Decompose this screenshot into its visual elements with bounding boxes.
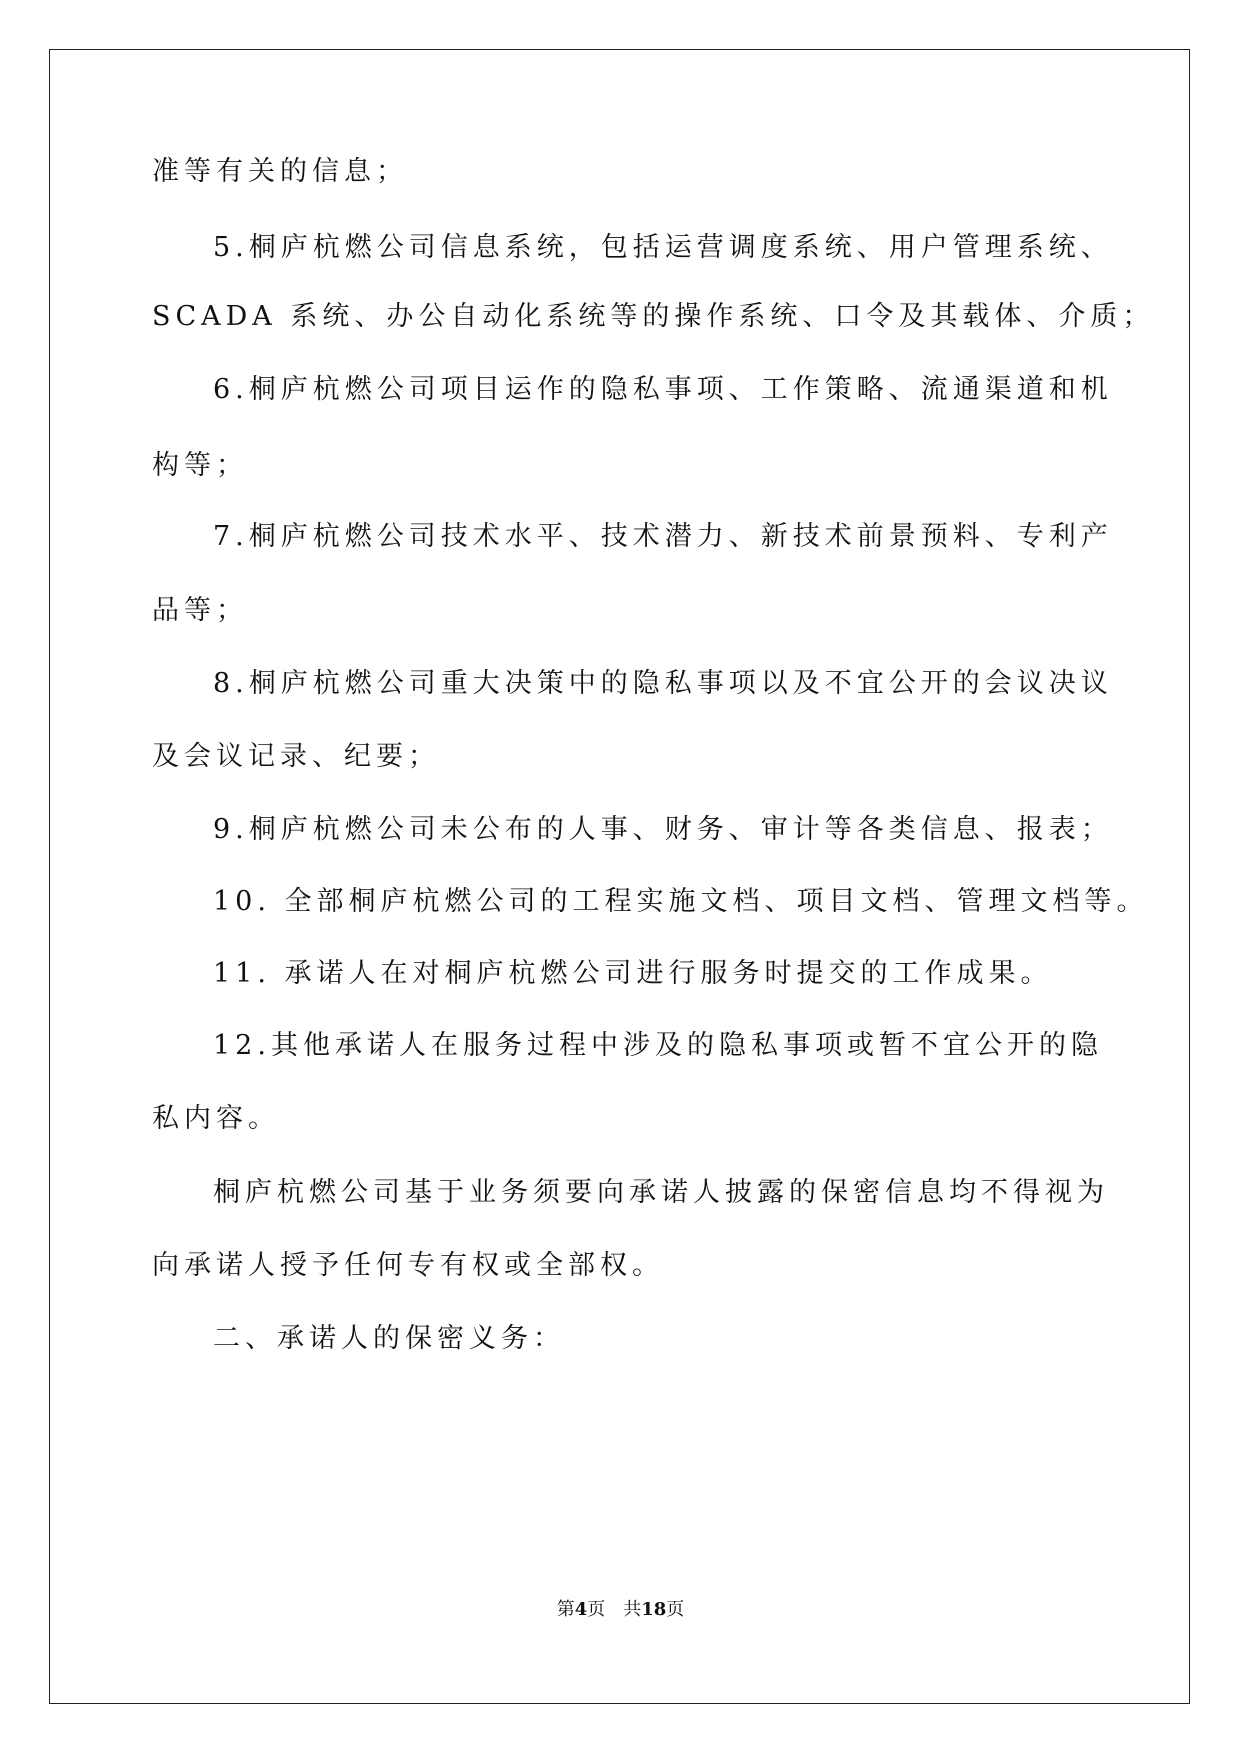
page-border (49, 49, 1190, 1704)
paragraph-item-11: 11. 承诺人在对桐庐杭燃公司进行服务时提交的工作成果。 (213, 958, 1053, 989)
paragraph-line: 私内容。 (152, 1103, 280, 1134)
footer-total-prefix: 共 (623, 1599, 642, 1620)
paragraph-item-5: 5.桐庐杭燃公司信息系统，包括运营调度系统、用户管理系统、 (213, 232, 1113, 263)
footer-page-suffix: 页 (587, 1599, 606, 1620)
paragraph-line: 品等； (152, 595, 248, 626)
paragraph-item-9: 9.桐庐杭燃公司未公布的人事、财务、审计等各类信息、报表； (213, 814, 1113, 845)
paragraph-line: SCADA 系统、办公自动化系统等的操作系统、口令及其载体、介质； (152, 301, 1155, 332)
section-heading: 二、承诺人的保密义务： (213, 1323, 565, 1354)
paragraph-item-7: 7.桐庐杭燃公司技术水平、技术潜力、新技术前景预料、专利产 (213, 521, 1113, 552)
footer-total-suffix: 页 (666, 1599, 685, 1620)
paragraph-line: 向承诺人授予任何专有权或全部权。 (152, 1250, 664, 1281)
paragraph-line: 及会议记录、纪要； (152, 741, 440, 772)
paragraph-item-8: 8.桐庐杭燃公司重大决策中的隐私事项以及不宜公开的会议决议 (213, 668, 1113, 699)
paragraph-disclosure: 桐庐杭燃公司基于业务须要向承诺人披露的保密信息均不得视为 (213, 1177, 1109, 1208)
footer-page-prefix: 第 (556, 1599, 575, 1620)
page-footer (0, 1598, 1241, 1622)
paragraph-item-12: 12.其他承诺人在服务过程中涉及的隐私事项或暂不宜公开的隐 (213, 1030, 1103, 1061)
footer-page-number: 4 (574, 1599, 588, 1620)
paragraph-line: 准等有关的信息； (152, 156, 408, 187)
paragraph-line: 构等； (152, 450, 248, 481)
paragraph-item-6: 6.桐庐杭燃公司项目运作的隐私事项、工作策略、流通渠道和机 (213, 374, 1113, 405)
footer-total-pages: 18 (641, 1599, 667, 1620)
paragraph-item-10: 10. 全部桐庐杭燃公司的工程实施文档、项目文档、管理文档等。 (213, 886, 1149, 917)
